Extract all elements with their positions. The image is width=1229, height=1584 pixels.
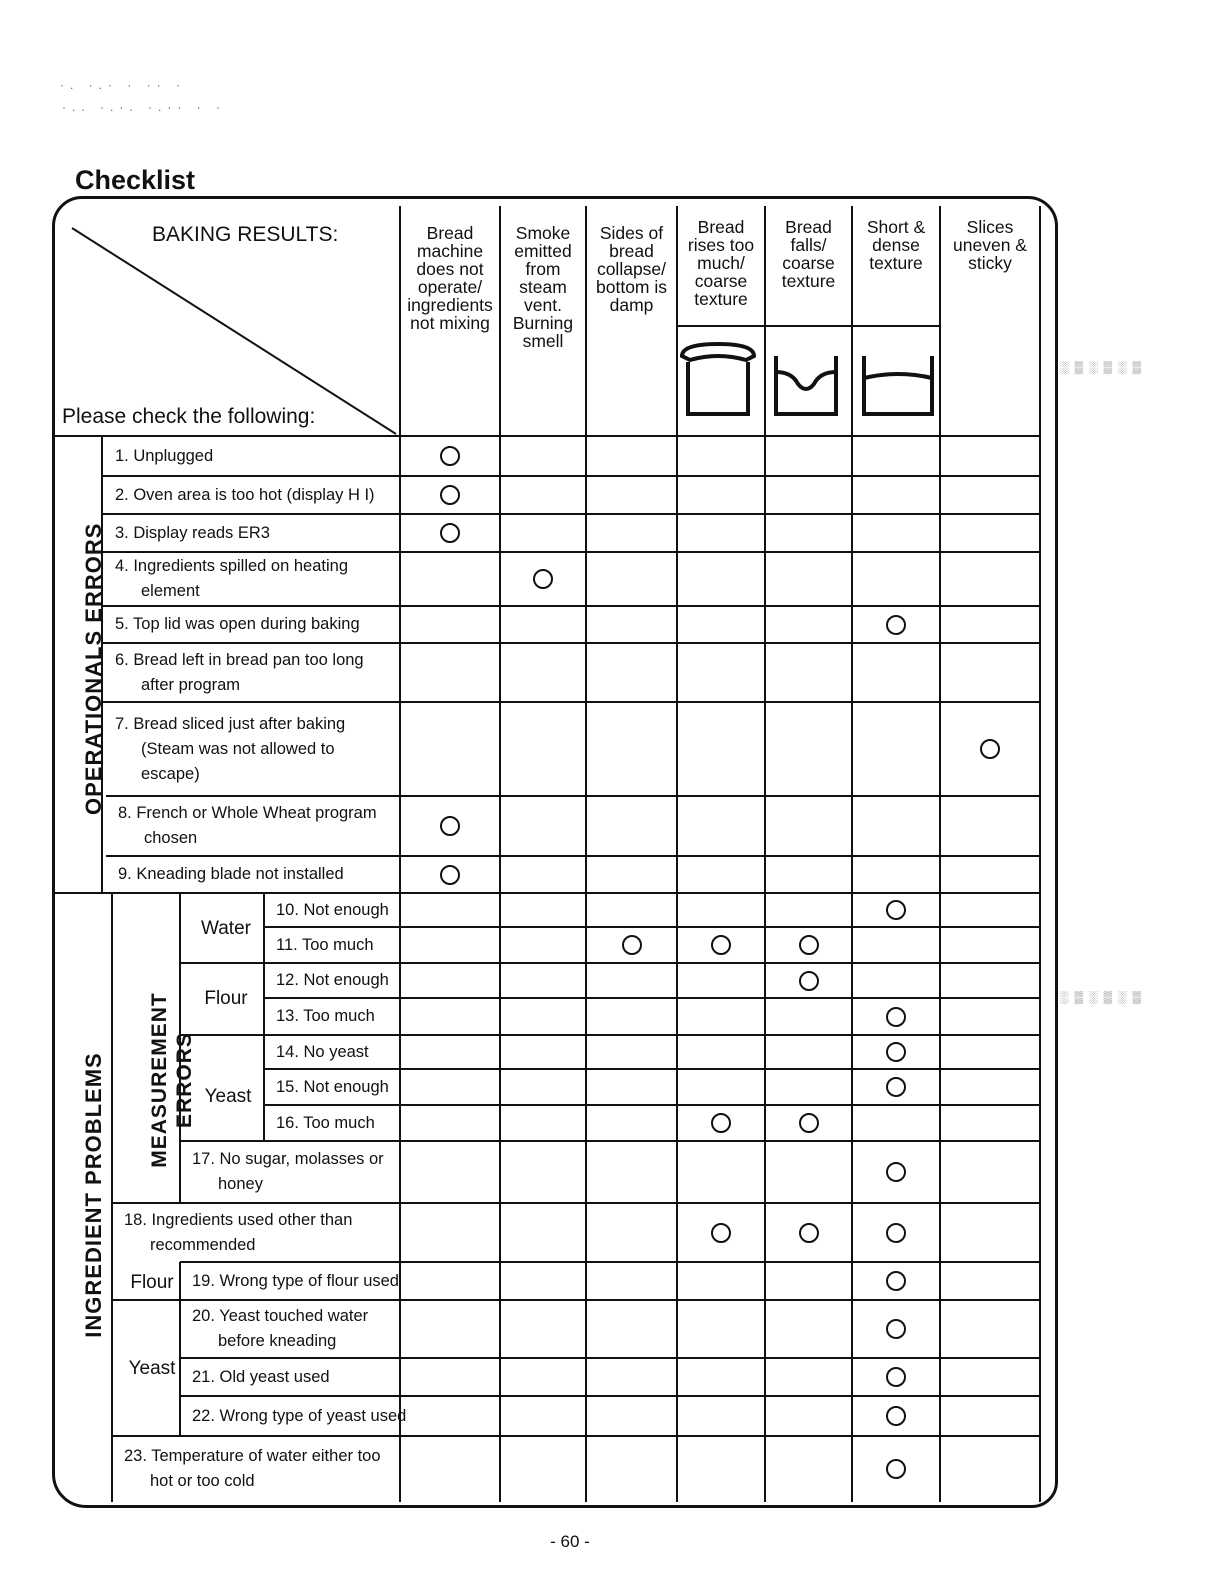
- column-header-7: [940, 218, 1040, 272]
- column-header-line: texture: [781, 271, 836, 291]
- checklist-row-label: [115, 648, 412, 698]
- row-label-line: 16. Too much: [276, 1113, 375, 1132]
- row-label-line: 17. No sugar, molasses or: [192, 1150, 384, 1168]
- check-mark-icon: [886, 615, 906, 635]
- bread-short-top-icon: [864, 374, 932, 378]
- scan-specks: ░▒░▒░▒: [1060, 990, 1148, 1004]
- row-label-line: 18. Ingredients used other than: [124, 1210, 353, 1229]
- checklist-row-label: [192, 1269, 412, 1294]
- checklist-row-label: [192, 1147, 412, 1197]
- check-mark-icon: [799, 971, 819, 991]
- errors-label: ERRORS: [173, 1032, 196, 1128]
- check-mark-icon: [886, 1223, 906, 1243]
- column-header-line: texture: [869, 253, 923, 273]
- row-label-line: hot or too cold: [150, 1472, 255, 1490]
- row-label-line: (Steam was not allowed to: [141, 739, 335, 758]
- column-header-line: not mixing: [410, 313, 490, 333]
- column-header-line: falls/: [790, 235, 827, 255]
- check-mark-icon: [711, 935, 731, 955]
- column-header-line: bread: [609, 241, 654, 261]
- column-header-1: [400, 224, 500, 332]
- check-mark-icon: [440, 523, 460, 543]
- checklist-row-label: [276, 1004, 412, 1029]
- row-label-line: chosen: [144, 829, 198, 847]
- checklist-row-label: [276, 933, 412, 958]
- column-header-line: Bread: [426, 223, 474, 243]
- column-header-line: uneven &: [953, 235, 1027, 255]
- column-header-line: bottom is: [596, 277, 667, 297]
- operational-errors-label: OPERATIONALS ERRORS: [81, 522, 106, 815]
- row-label-line: 4. Ingredients spilled on heating: [115, 557, 348, 575]
- row-label-line: element: [141, 582, 200, 600]
- check-mark-icon: [886, 1406, 906, 1426]
- check-mark-icon: [886, 1007, 906, 1027]
- check-mark-icon: [440, 485, 460, 505]
- scan-specks: ░▒░▒░▒: [1060, 360, 1148, 374]
- row-label-line: 20. Yeast touched water: [192, 1307, 369, 1325]
- row-label-line: 23. Temperature of water either too: [124, 1447, 381, 1465]
- bread-falls-curve-icon: [776, 372, 836, 389]
- column-header-line: damp: [609, 295, 654, 315]
- check-mark-icon: [622, 935, 642, 955]
- check-mark-icon: [886, 1162, 906, 1182]
- group-flour: Flour: [204, 988, 248, 1009]
- ingredient-problems-label: INGREDIENT PROBLEMS: [81, 1052, 106, 1338]
- check-mark-icon: [533, 569, 553, 589]
- row-label-line: 8. French or Whole Wheat program: [118, 804, 377, 822]
- group-yeast-2: Yeast: [128, 1358, 176, 1379]
- column-header-line: Slices: [966, 217, 1014, 237]
- row-label-line: before kneading: [218, 1332, 337, 1350]
- check-mark-icon: [980, 739, 1000, 759]
- checklist-row-label: [124, 1208, 412, 1258]
- row-label-line: 11. Too much: [276, 935, 374, 954]
- row-label-line: 9. Kneading blade not installed: [118, 865, 344, 883]
- column-header-line: rises too: [687, 235, 755, 255]
- checklist-row-label: [192, 1304, 412, 1354]
- row-label-line: 21. Old yeast used: [192, 1367, 330, 1386]
- column-header-2: [500, 224, 586, 350]
- column-header-line: dense: [872, 235, 920, 255]
- group-yeast: Yeast: [204, 1086, 252, 1107]
- column-header-line: emitted: [514, 241, 572, 261]
- row-label-line: 5. Top lid was open during baking: [115, 615, 360, 633]
- checklist-row-label: [115, 483, 412, 508]
- scan-specks: ·. ·.· · ·· ·: [60, 78, 186, 92]
- checklist-row-label: [276, 898, 412, 923]
- column-header-line: operate/: [417, 277, 483, 297]
- column-header-line: coarse: [782, 253, 835, 273]
- measurement-label: MEASUREMENT: [148, 992, 171, 1168]
- row-label-line: 12. Not enough: [276, 971, 389, 989]
- pan-falls-icon: [776, 356, 836, 414]
- column-header-line: from: [525, 259, 561, 279]
- check-mark-icon: [886, 1077, 906, 1097]
- row-label-line: honey: [218, 1175, 263, 1193]
- column-header-line: ingredients: [407, 295, 493, 315]
- checklist-row-label: [118, 862, 412, 887]
- row-label-line: 1. Unplugged: [115, 446, 214, 465]
- column-header-line: texture: [694, 289, 748, 309]
- group-water: Water: [201, 918, 251, 939]
- column-header-line: steam: [519, 277, 567, 297]
- check-mark-icon: [886, 1459, 906, 1479]
- check-mark-icon: [886, 900, 906, 920]
- column-header-6: [852, 218, 940, 272]
- column-header-line: Short &: [866, 217, 926, 237]
- row-label-line: 7. Bread sliced just after baking: [115, 714, 346, 733]
- row-label-line: 10. Not enough: [276, 900, 389, 919]
- column-header-line: Sides of: [599, 223, 664, 243]
- checklist-row-label: [115, 612, 412, 637]
- check-mark-icon: [886, 1271, 906, 1291]
- row-label-line: 6. Bread left in bread pan too long: [115, 650, 364, 669]
- checklist-row-label: [276, 1075, 412, 1100]
- column-header-5: [765, 218, 852, 290]
- check-mark-icon: [799, 1223, 819, 1243]
- column-header-line: Smoke: [515, 223, 571, 243]
- column-header-line: much/: [697, 253, 745, 273]
- bread-dome-icon: [682, 344, 754, 360]
- group-flour-2: Flour: [130, 1272, 174, 1293]
- checklist-row-label: [276, 1111, 412, 1136]
- row-label-line: 19. Wrong type of flour used: [192, 1271, 399, 1290]
- check-mark-icon: [886, 1042, 906, 1062]
- baking-results-label: BAKING RESULTS:: [152, 223, 339, 246]
- page-title: Checklist: [75, 165, 196, 195]
- check-mark-icon: [711, 1223, 731, 1243]
- column-header-line: does not: [416, 259, 484, 279]
- checklist-row-label: [276, 968, 412, 993]
- column-header-3: [586, 224, 677, 314]
- checklist-row-label: [115, 712, 412, 787]
- scan-specks: ·.. ·.·. ·.·· · ·: [62, 100, 226, 114]
- row-label-line: 3. Display reads ER3: [115, 523, 270, 542]
- checklist-row-label: [124, 1444, 412, 1494]
- check-mark-icon: [886, 1319, 906, 1339]
- checklist-row-label: [118, 801, 412, 851]
- row-label-line: 2. Oven area is too hot (display H I): [115, 485, 375, 504]
- check-mark-icon: [799, 935, 819, 955]
- check-mark-icon: [440, 816, 460, 836]
- column-header-line: Burning: [512, 313, 574, 333]
- check-mark-icon: [711, 1113, 731, 1133]
- row-label-line: 22. Wrong type of yeast used: [192, 1406, 407, 1425]
- row-label-line: 14. No yeast: [276, 1042, 369, 1061]
- row-label-line: 15. Not enough: [276, 1077, 389, 1096]
- page-number: - 60 -: [550, 1532, 590, 1551]
- column-header-4: [677, 218, 765, 308]
- check-mark-icon: [886, 1367, 906, 1387]
- row-label-line: 13. Too much: [276, 1007, 375, 1025]
- row-label-line: after program: [141, 675, 241, 694]
- checklist-row-label: [115, 554, 412, 604]
- check-mark-icon: [799, 1113, 819, 1133]
- column-header-line: coarse: [694, 271, 748, 291]
- checklist-row-label: [276, 1040, 412, 1065]
- column-header-line: smell: [522, 331, 564, 351]
- check-mark-icon: [440, 446, 460, 466]
- check-mark-icon: [440, 865, 460, 885]
- row-label-line: escape): [141, 764, 200, 783]
- column-header-line: machine: [416, 241, 484, 261]
- column-header-line: sticky: [968, 253, 1012, 273]
- checklist-row-label: [192, 1404, 412, 1429]
- column-header-line: vent.: [524, 295, 562, 315]
- please-check-label: Please check the following:: [62, 405, 316, 428]
- column-header-line: Bread: [697, 217, 745, 237]
- row-label-line: recommended: [150, 1235, 256, 1254]
- checklist-row-label: [192, 1365, 412, 1390]
- column-header-line: collapse/: [596, 259, 667, 279]
- pan-rises-too-much-icon: [688, 362, 748, 414]
- pan-short-dense-icon: [864, 356, 932, 414]
- checklist-row-label: [115, 521, 412, 546]
- checklist-row-label: [115, 444, 412, 469]
- column-header-line: Bread: [785, 217, 832, 237]
